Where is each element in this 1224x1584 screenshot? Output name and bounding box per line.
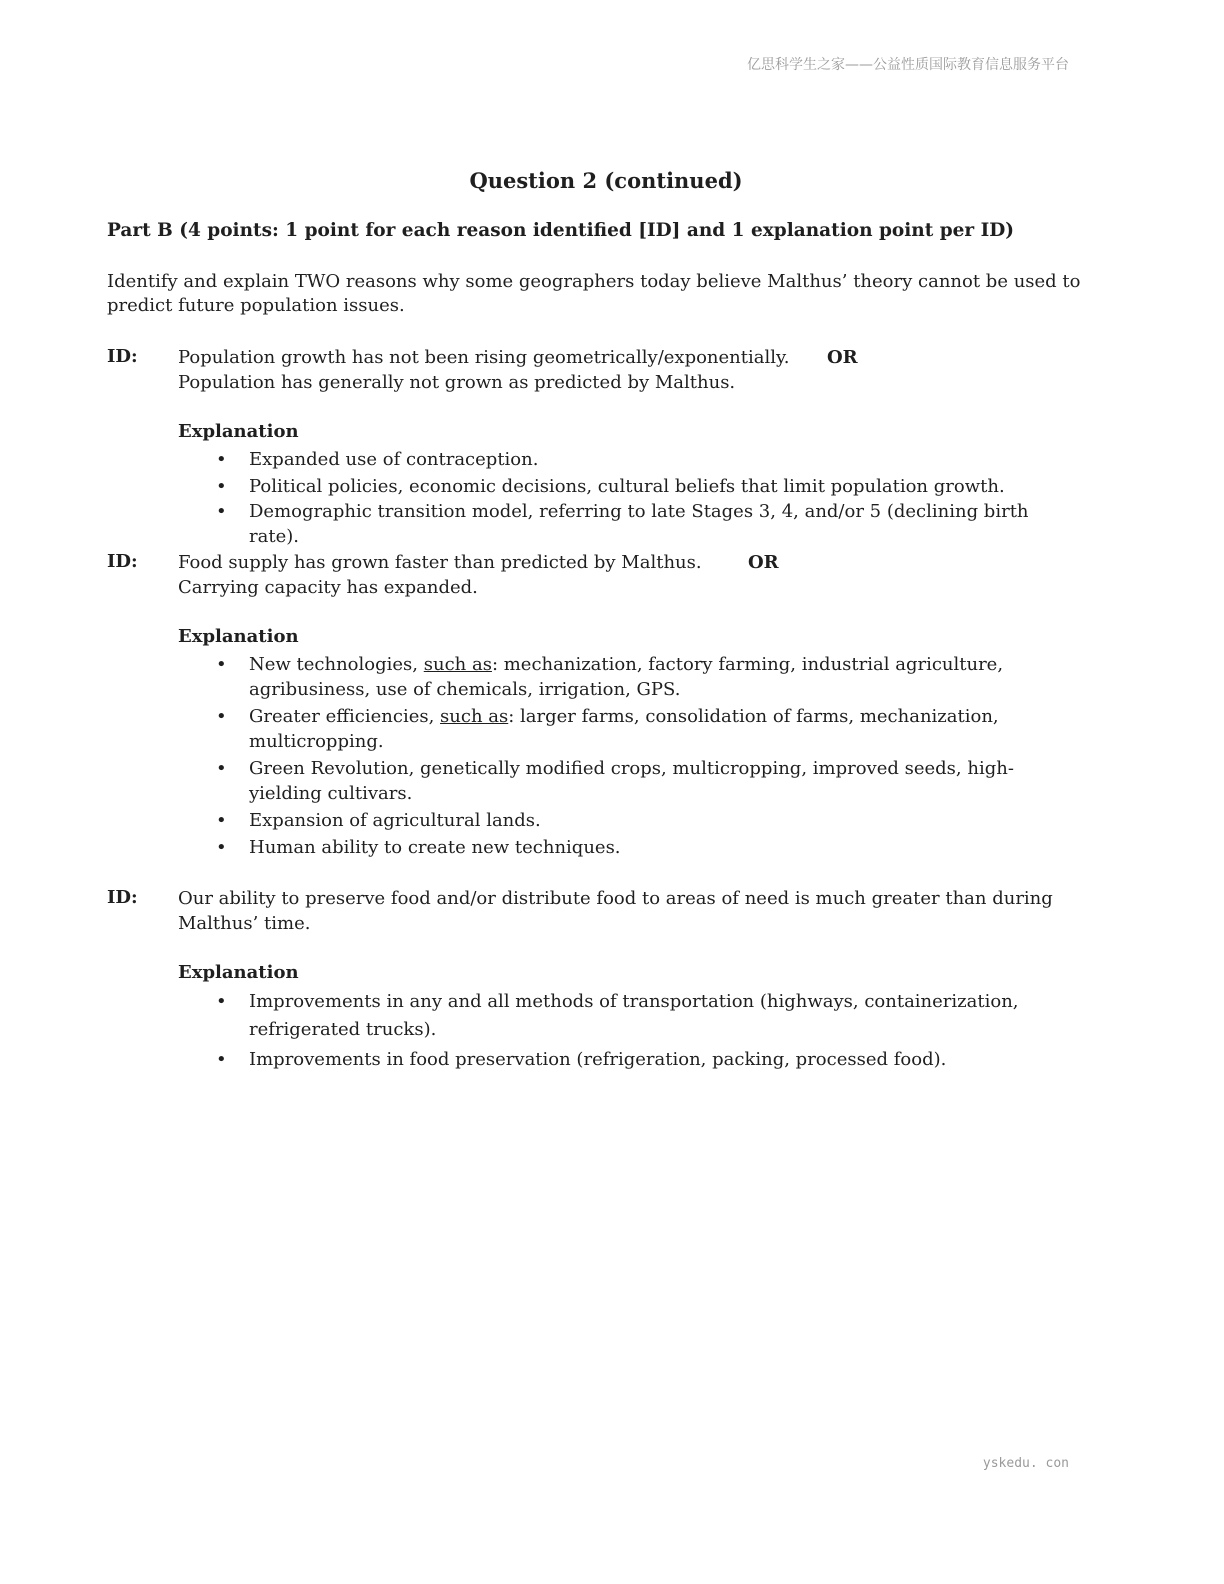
bullet-icon: • (216, 501, 227, 522)
bullet-icon: • (216, 706, 227, 727)
id-statement-alt: Carrying capacity has expanded. (178, 577, 478, 598)
id-label: ID: (107, 887, 138, 908)
watermark-footer: yskedu. con (982, 1456, 1069, 1471)
list-item: • Greater efficiencies, such as: larger farms, consolidation of farms, mechanization, multicropping. (216, 706, 999, 752)
id-text (178, 345, 1108, 395)
id-label: ID: (107, 346, 138, 367)
id-statement: Population growth has not been rising geometrically/exponentially. (178, 347, 790, 368)
explanation-list (178, 652, 1078, 860)
explanation-list (178, 447, 1078, 549)
id-text (178, 550, 1108, 600)
bullet-icon: • (216, 991, 227, 1012)
bullet-icon: • (216, 476, 227, 497)
bullet-icon: • (216, 654, 227, 675)
explanation-heading: Explanation (178, 421, 299, 442)
bullet-icon: • (216, 449, 227, 470)
id-statement: Food supply has grown faster than predicted by Malthus. (178, 552, 702, 573)
list-item: • Human ability to create new techniques. (216, 837, 621, 858)
watermark-header: 亿思科学生之家——公益性质国际教育信息服务平台 (747, 57, 1069, 73)
bullet-icon: • (216, 1049, 227, 1070)
list-item: • New technologies, such as: mechanization, factory farming, industrial agriculture, agribusiness, use of chemicals, irrigation, GPS. (216, 654, 1004, 700)
list-item: • Improvements in food preservation (refrigeration, packing, processed food). (216, 1049, 947, 1070)
explanation-heading: Explanation (178, 962, 299, 983)
explanation-list (178, 988, 1078, 1072)
or-label: OR (748, 552, 779, 573)
id-label: ID: (107, 551, 138, 572)
question-prompt: Identify and explain TWO reasons why some geographers today believe Malthus’ theory cannot be used to predict future population issues. (107, 271, 1081, 316)
bullet-icon: • (216, 810, 227, 831)
id-text (178, 886, 1108, 936)
list-item: • Demographic transition model, referring to late Stages 3, 4, and/or 5 (declining birth rate). (216, 501, 1029, 547)
id-statement-alt: Population has generally not grown as predicted by Malthus. (178, 372, 736, 393)
list-item: • Improvements in any and all methods of transportation (highways, containerization, refrigerated trucks). (178, 988, 1078, 1044)
list-item: • Expanded use of contraception. (216, 449, 539, 470)
list-item: • Expansion of agricultural lands. (216, 810, 541, 831)
bullet-icon: • (216, 758, 227, 779)
list-item: • Political policies, economic decisions, cultural beliefs that limit population growth. (216, 476, 1005, 497)
explanation-heading: Explanation (178, 626, 299, 647)
or-label: OR (827, 347, 858, 368)
id-statement: Our ability to preserve food and/or distribute food to areas of need is much greater than during Malthus’ time. (178, 888, 1053, 934)
bullet-icon: • (216, 837, 227, 858)
part-b-heading: Part B (4 points: 1 point for each reason identified [ID] and 1 explanation point per ID) (107, 220, 1015, 241)
page-title: Question 2 (continued) (469, 168, 743, 193)
list-item: • Green Revolution, genetically modified crops, multicropping, improved seeds, high-yielding cultivars. (216, 758, 1014, 804)
